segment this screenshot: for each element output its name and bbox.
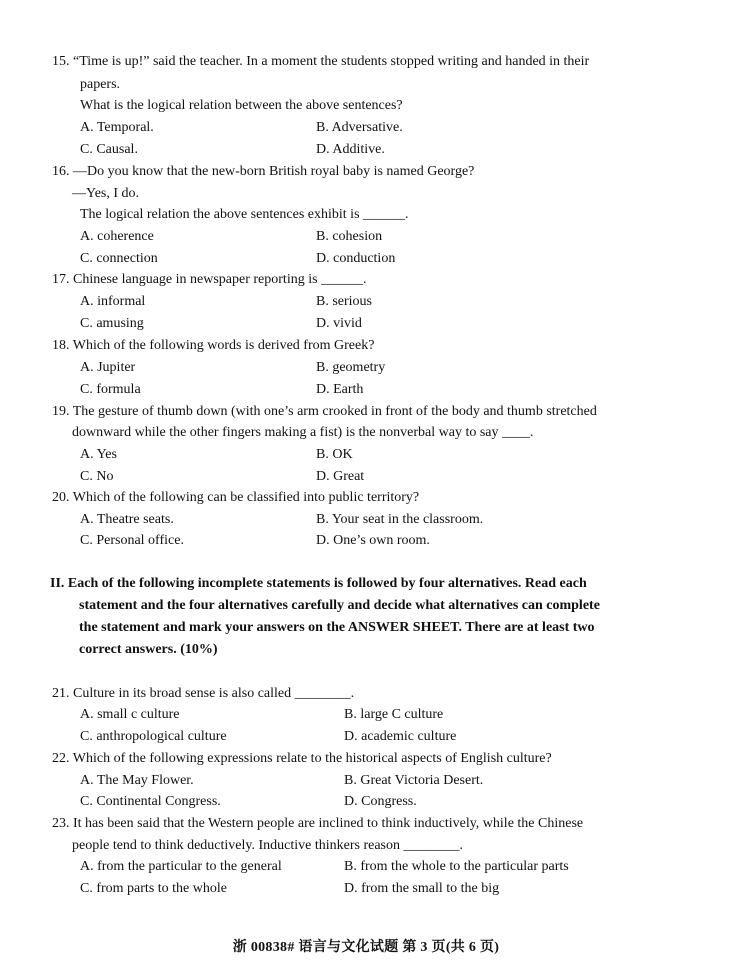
option-20d: D. One’s own room. [316, 533, 430, 548]
option-17a: A. informal [80, 294, 146, 309]
question-15-stem-cont: papers. [80, 77, 121, 92]
option-15c: C. Causal. [80, 142, 138, 157]
option-16c: C. connection [80, 251, 158, 266]
option-20c: C. Personal office. [80, 533, 184, 548]
option-21b: B. large C culture [344, 707, 444, 722]
question-20-stem: 20. Which of the following can be classified into public territory? [52, 490, 420, 505]
option-21a: A. small c culture [80, 707, 180, 722]
question-23-stem-cont: people tend to think deductively. Inductive thinkers reason ________. [72, 838, 464, 853]
option-15b: B. Adversative. [316, 120, 403, 135]
question-16-prompt: The logical relation the above sentences exhibit is ______. [80, 207, 409, 222]
option-17d: D. vivid [316, 316, 362, 331]
question-21-stem: 21. Culture in its broad sense is also called ________. [52, 686, 355, 701]
question-19-stem: 19. The gesture of thumb down (with one’s arm crooked in front of the body and thumb stretched [52, 404, 597, 419]
option-22a: A. The May Flower. [80, 773, 194, 788]
option-19d: D. Great [316, 469, 365, 484]
question-19-stem-cont: downward while the other fingers making a fist) is the nonverbal way to say ____. [72, 425, 534, 440]
section-2-heading-line4: correct answers. (10%) [79, 642, 218, 657]
option-16d: D. conduction [316, 251, 396, 266]
option-22d: D. Congress. [344, 794, 417, 809]
question-15-prompt: What is the logical relation between the above sentences? [80, 98, 403, 113]
option-18b: B. geometry [316, 360, 386, 375]
option-17b: B. serious [316, 294, 372, 309]
option-20b: B. Your seat in the classroom. [316, 512, 484, 527]
question-16-stem: 16. —Do you know that the new-born British royal baby is named George? [52, 164, 475, 179]
option-21d: D. academic culture [344, 729, 457, 744]
question-15-stem: 15. “Time is up!” said the teacher. In a moment the students stopped writing and handed in their [52, 54, 590, 69]
section-2-heading-line3: the statement and mark your answers on the ANSWER SHEET. There are at least two [79, 620, 595, 635]
question-17-stem: 17. Chinese language in newspaper reporting is ______. [52, 272, 367, 287]
option-15d: D. Additive. [316, 142, 385, 157]
page-footer: 浙 00838# 语言与文化试题 第 3 页(共 6 页) [232, 940, 500, 955]
question-16-reply: —Yes, I do. [72, 186, 140, 201]
option-18c: C. formula [80, 382, 141, 397]
option-19b: B. OK [316, 447, 353, 462]
option-19a: A. Yes [80, 447, 117, 462]
option-17c: C. amusing [80, 316, 144, 331]
option-19c: C. No [80, 469, 114, 484]
option-15a: A. Temporal. [80, 120, 154, 135]
section-2-heading: II. Each of the following incomplete statements is followed by four alternatives. Read each [50, 576, 587, 591]
question-18-stem: 18. Which of the following words is derived from Greek? [52, 338, 375, 353]
option-18a: A. Jupiter [80, 360, 136, 375]
option-22b: B. Great Victoria Desert. [344, 773, 484, 788]
section-2-heading-line2: statement and the four alternatives carefully and decide what alternatives can complete [79, 598, 600, 613]
option-23b: B. from the whole to the particular parts [344, 859, 569, 874]
option-23a: A. from the particular to the general [80, 859, 282, 874]
option-23d: D. from the small to the big [344, 881, 500, 896]
option-22c: C. Continental Congress. [80, 794, 221, 809]
option-16b: B. cohesion [316, 229, 383, 244]
option-23c: C. from parts to the whole [80, 881, 227, 896]
question-23-stem: 23. It has been said that the Western people are inclined to think inductively, while the Chinese [52, 816, 584, 831]
option-21c: C. anthropological culture [80, 729, 227, 744]
option-18d: D. Earth [316, 382, 364, 397]
option-16a: A. coherence [80, 229, 154, 244]
question-22-stem: 22. Which of the following expressions relate to the historical aspects of English culture? [52, 751, 552, 766]
option-20a: A. Theatre seats. [80, 512, 174, 527]
